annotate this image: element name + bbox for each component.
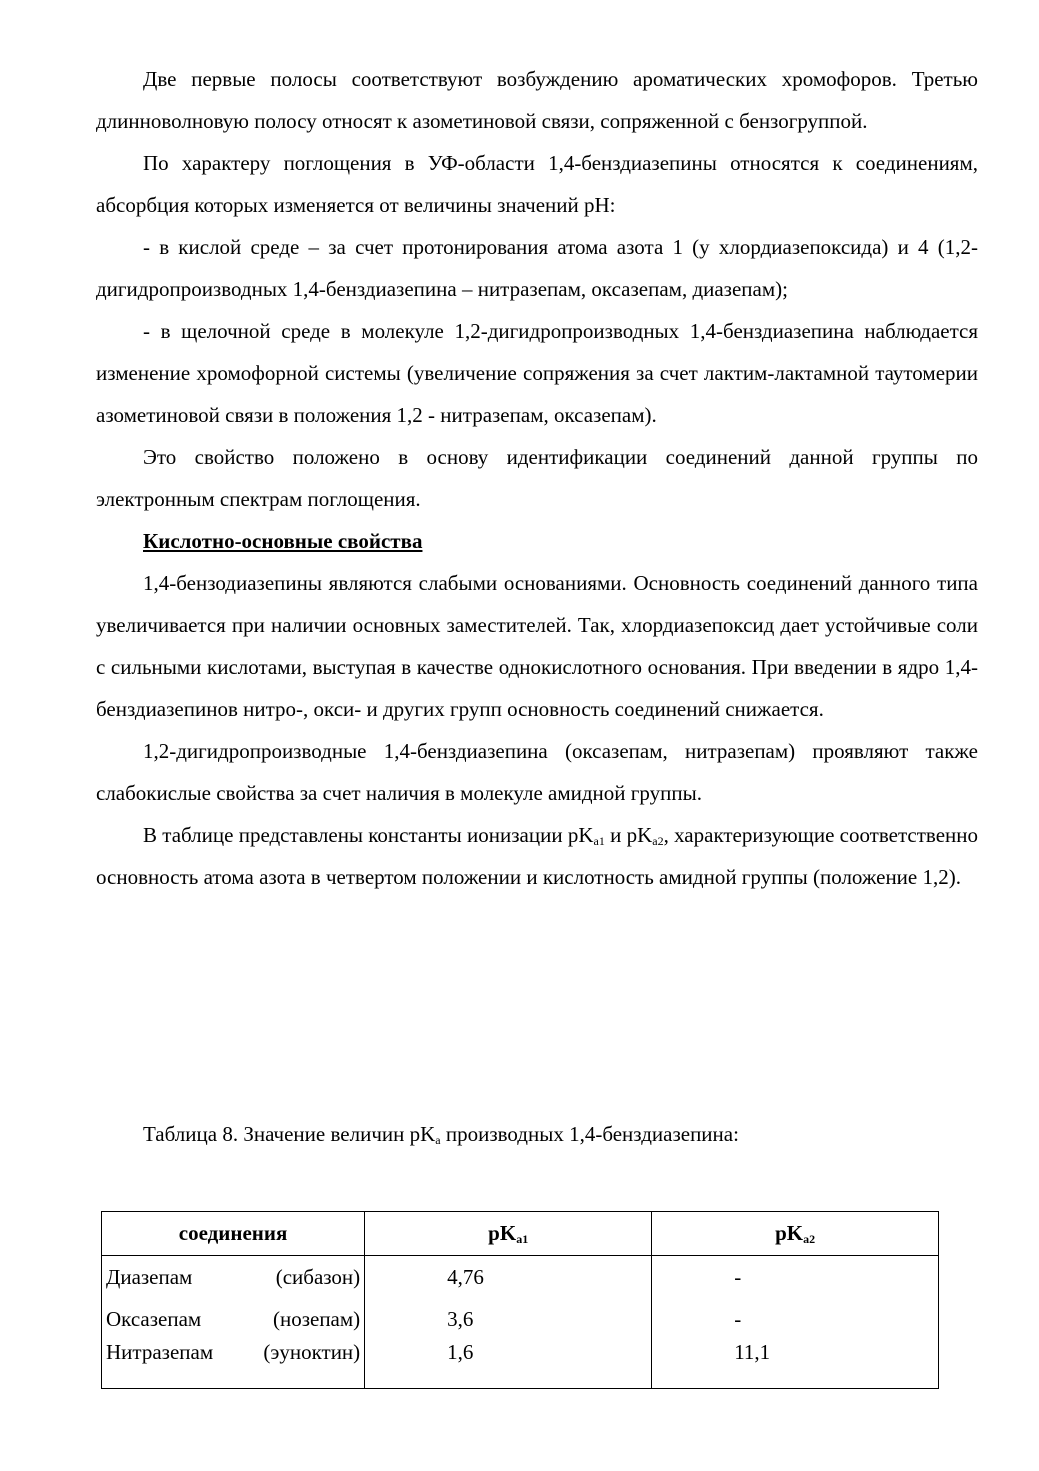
header-pka1-main: pK [488, 1221, 517, 1245]
pka1-value: 1,6 [365, 1340, 652, 1389]
caption-sub: a [435, 1133, 441, 1147]
compound-cell [102, 1256, 365, 1299]
paragraph-alkaline-medium: - в щелочной среде в молекуле 1,2-дигидропроизводных 1,4-бенздиазепина наблюдается изменение хромофорной системы (увеличение сопряжения за счет лактим-лактамной таутомерии азометиновой связи в положения 1,2 - нитразепам, оксазепам). [96, 319, 978, 427]
table-row [102, 1256, 939, 1299]
paragraph-8-sub-2: a2 [652, 834, 664, 848]
paragraph-8-part-c: , характеризующие соответственно основность атома азота в четвертом положении и кислотность амидной группы (положение 1,2). [96, 823, 978, 889]
paragraph-6: 1,4-бензодиазепины являются слабыми основаниями. Основность соединений данного типа увеличивается при наличии основных заместителей. Так, хлордиазепоксид дает устойчивые соли с сильными кислотами, выступая в качестве однокислотного основания. При введении в ядро 1,4-бенздиазепинов нитро-, окси- и других групп основность соединений снижается. [96, 571, 978, 721]
compound-name: Диазепам [106, 1264, 193, 1289]
paragraph-8-part-b: и pK [604, 823, 653, 847]
header-pka1-sub: a1 [516, 1232, 529, 1246]
pka-table [101, 1211, 939, 1389]
paragraph-2: По характеру поглощения в УФ-области 1,4-бенздиазепины относятся к соединениям, абсорбция которых изменяется от величины значений pH: [96, 151, 978, 217]
pka2-value: 11,1 [652, 1340, 939, 1389]
compound-alias: (эуноктин) [263, 1340, 361, 1364]
pka2-value: - [652, 1298, 939, 1340]
compound-name: Нитразепам [106, 1340, 214, 1364]
compound-alias: (сибазон) [275, 1264, 361, 1289]
compound-name: Оксазепам [106, 1306, 202, 1331]
paragraph-8 [96, 814, 978, 898]
section-heading: Кислотно-основные свойства [143, 529, 423, 553]
pka1-value: 3,6 [365, 1298, 652, 1340]
paragraph-7: 1,2-дигидропроизводные 1,4-бенздиазепина (оксазепам, нитразепам) проявляют также слабокислые свойства за счет наличия в молекуле амидной группы. [96, 739, 978, 805]
paragraph-8-part-a: В таблице представлены константы ионизации pK [143, 823, 594, 847]
header-pka1 [365, 1212, 652, 1256]
compound-cell [102, 1340, 365, 1389]
paragraph-1: Две первые полосы соответствуют возбуждению ароматических хромофоров. Третью длинноволновую полосу относят к азометиновой связи, сопряженной с бензогруппой. [96, 67, 978, 133]
header-pka2 [652, 1212, 939, 1256]
compound-cell [102, 1298, 365, 1340]
document-body [96, 58, 978, 898]
caption-part-b: производных 1,4-бенздиазепина: [440, 1122, 739, 1146]
header-pka2-sub: a2 [803, 1232, 816, 1246]
paragraph-5: Это свойство положено в основу идентификации соединений данной группы по электронным спектрам поглощения. [96, 445, 978, 511]
compound-alias: (нозепам) [272, 1306, 361, 1331]
paragraph-acidic-medium: - в кислой среде – за счет протонирования атома азота 1 (у хлордиазепоксида) и 4 (1,2-дигидропроизводных 1,4-бенздиазепина – нитразепам, оксазепам, диазепам); [96, 235, 978, 301]
table-row [102, 1340, 939, 1389]
header-compounds: соединения [102, 1212, 365, 1256]
table-header-row [102, 1212, 939, 1256]
header-pka2-main: pK [775, 1221, 804, 1245]
caption-part-a: Таблица 8. Значение величин pK [143, 1122, 436, 1146]
paragraph-8-sub-1: a1 [593, 834, 605, 848]
table-caption [143, 1113, 739, 1155]
table-row [102, 1298, 939, 1340]
pka1-value: 4,76 [365, 1256, 652, 1299]
pka2-value: - [652, 1256, 939, 1299]
